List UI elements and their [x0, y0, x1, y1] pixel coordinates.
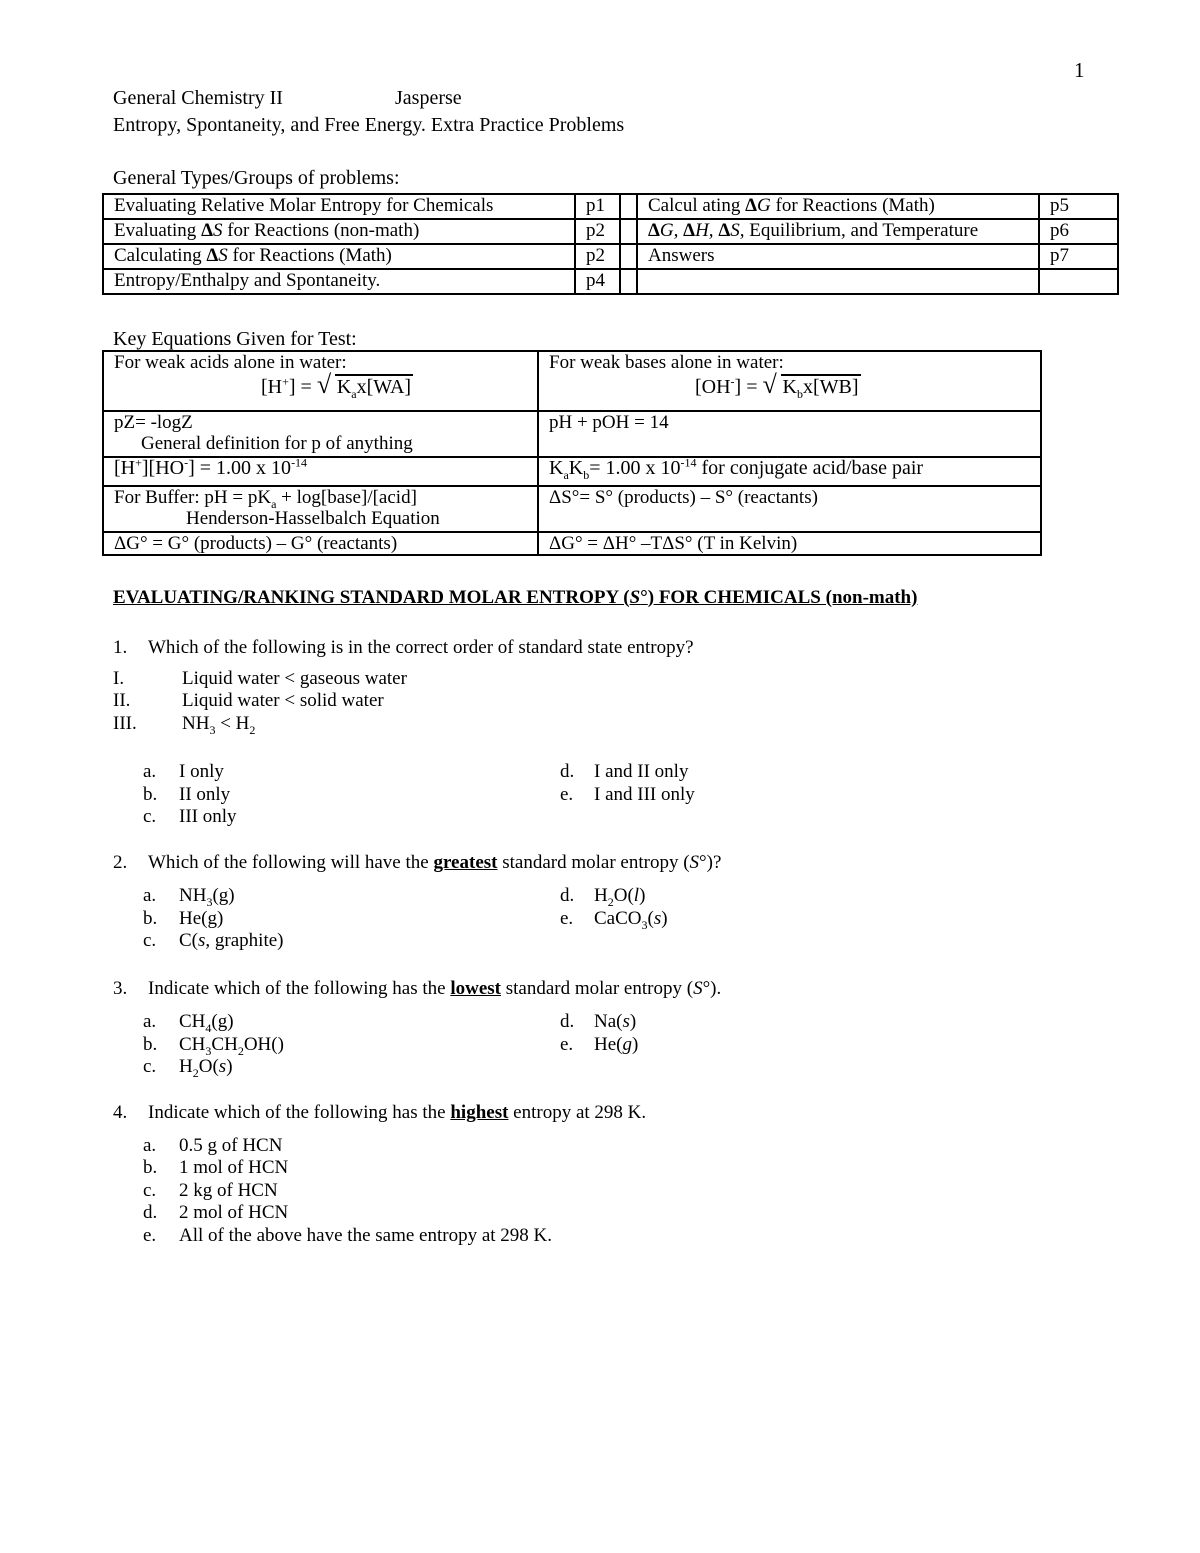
- equation-cell: $K_aK_b= 1.00$ x $10^{-14}$ for conjugate acid/base pair: [538, 457, 1041, 486]
- equation-cell: ΔG° = G° (products) – G° (reactants): [103, 532, 538, 555]
- option-label: a.: [143, 1135, 157, 1156]
- option-text[interactable]: I only: [179, 761, 224, 782]
- option-text[interactable]: 0.5 g of HCN: [179, 1135, 283, 1156]
- q2-pre: Which of the following will have the: [148, 852, 434, 873]
- course-title: General Chemistry II: [113, 87, 283, 109]
- instructor-name: Jasperse: [395, 87, 462, 109]
- toc-cell: Calcul ating ΔG for Reactions (Math): [637, 194, 1039, 219]
- buffer-tail: + log[base]/[acid]: [276, 487, 417, 508]
- toc-cell: Answers: [637, 244, 1039, 269]
- q3-post: standard molar entropy (: [501, 978, 694, 999]
- option-label: c.: [143, 806, 157, 827]
- toc-spacer: [620, 194, 637, 219]
- heading-part: EVALUATING/RANKING STANDARD MOLAR ENTROPY (: [113, 587, 630, 608]
- option-label: b.: [143, 1034, 158, 1055]
- option-text[interactable]: 1 mol of HCN: [179, 1157, 289, 1178]
- toc-page: p1: [575, 194, 620, 219]
- option-label: c.: [143, 1180, 157, 1201]
- equation-cell: ΔG° = ΔH° –TΔS° (T in Kelvin): [538, 532, 1041, 555]
- acid-title: For weak acids alone in water:: [114, 352, 347, 373]
- heading-part: ) FOR CHEMICALS (non-math): [647, 587, 918, 608]
- pz-note: General definition for p of anything: [141, 433, 413, 454]
- toc-page: p7: [1039, 244, 1118, 269]
- option-text[interactable]: 2 mol of HCN: [179, 1202, 289, 1223]
- equation-cell: [103, 411, 538, 457]
- option-text[interactable]: He(g): [179, 908, 224, 929]
- toc-label: General Types/Groups of problems:: [113, 167, 400, 189]
- table-row: [103, 532, 1041, 555]
- option-label: e.: [560, 784, 574, 805]
- option-label: d.: [560, 761, 575, 782]
- equation-cell: [103, 486, 538, 532]
- table-row: [103, 244, 1118, 269]
- option-text[interactable]: CaCO$_3$(s): [594, 908, 668, 932]
- page-number: 1: [1074, 58, 1085, 82]
- equation-cell: [103, 351, 538, 411]
- option-label: b.: [143, 908, 158, 929]
- question-4-text: [148, 1102, 646, 1124]
- question-4-number: 4.: [113, 1102, 128, 1123]
- table-row: [103, 411, 1041, 457]
- table-row: [103, 486, 1041, 532]
- acid-formula: [H+] = √ $K_ax[WA]$: [261, 370, 412, 401]
- table-row: [103, 351, 1041, 411]
- table-row: [103, 219, 1118, 244]
- question-3-number: 3.: [113, 978, 128, 999]
- toc-cell: ΔG, ΔH, ΔS, Equilibrium, and Temperature: [637, 219, 1039, 244]
- statement-text: Liquid water < gaseous water: [182, 668, 407, 689]
- option-text[interactable]: All of the above have the same entropy at 298 K.: [179, 1225, 553, 1246]
- equations-table: [102, 350, 1042, 556]
- base-title: For weak bases alone in water:: [549, 352, 784, 373]
- question-3-text: Indicate which of the following has the lowest standard molar entropy (S°).: [148, 978, 722, 999]
- base-formula: [OH-] = √ $K_bx[WB]$: [695, 370, 859, 401]
- statement-number: I.: [113, 668, 125, 689]
- option-label: d.: [143, 1202, 158, 1223]
- hh-note: Henderson-Hasselbalch Equation: [186, 508, 440, 529]
- toc-page: p2: [575, 219, 620, 244]
- statement-text: $NH_3 < H_2$: [182, 713, 256, 737]
- statement-text: Liquid water < solid water: [182, 690, 384, 711]
- option-text[interactable]: C(s, graphite): [179, 930, 284, 951]
- option-label: d.: [560, 1011, 575, 1032]
- toc-page: p6: [1039, 219, 1118, 244]
- option-label: c.: [143, 1056, 157, 1077]
- option-label: b.: [143, 784, 158, 805]
- option-text[interactable]: $CH_3CH_2OH()$: [179, 1034, 284, 1058]
- toc-cell: [637, 269, 1039, 294]
- toc-spacer: [620, 244, 637, 269]
- statement-number: II.: [113, 690, 131, 711]
- toc-cell: Calculating ΔS for Reactions (Math): [103, 244, 575, 269]
- toc-cell: Entropy/Enthalpy and Spontaneity.: [103, 269, 575, 294]
- buffer-equation: For Buffer: pH = $pK_a$ + log[base]/[acid]: [114, 487, 417, 511]
- q4-key: highest: [450, 1102, 509, 1123]
- question-2-number: 2.: [113, 852, 128, 873]
- option-text[interactable]: I and II only: [594, 761, 689, 782]
- q4-pre: Indicate which of the following has the: [148, 1102, 451, 1123]
- q2-post: standard molar entropy (: [497, 852, 690, 873]
- pz-equation: pZ= -logZ: [114, 412, 193, 433]
- option-label: b.: [143, 1157, 158, 1178]
- kakb-note: for conjugate acid/base pair: [696, 457, 924, 479]
- option-text[interactable]: $NH_3(g)$: [179, 885, 235, 909]
- option-text[interactable]: $H_2O(l)$: [594, 885, 646, 909]
- option-label: e.: [560, 1034, 574, 1055]
- option-text[interactable]: $H_2O(s)$: [179, 1056, 233, 1080]
- question-1-number: 1.: [113, 637, 128, 658]
- option-text[interactable]: II only: [179, 784, 231, 805]
- q3-key: lowest: [450, 978, 501, 999]
- option-text[interactable]: III only: [179, 806, 237, 827]
- option-label: e.: [560, 908, 574, 929]
- q3-pre: Indicate which of the following has the: [148, 978, 451, 999]
- toc-spacer: [620, 219, 637, 244]
- option-text[interactable]: Na(s): [594, 1011, 637, 1032]
- buffer-label: For Buffer: pH = pK: [114, 487, 272, 508]
- option-text[interactable]: $CH_4(g)$: [179, 1011, 234, 1035]
- option-label: a.: [143, 885, 157, 906]
- table-row: [103, 269, 1118, 294]
- section-heading: EVALUATING/RANKING STANDARD MOLAR ENTROPY (S°) FOR CHEMICALS (non-math): [113, 587, 918, 608]
- toc-page: [1039, 269, 1118, 294]
- option-label: a.: [143, 761, 157, 782]
- table-row: [103, 457, 1041, 486]
- toc-page: p5: [1039, 194, 1118, 219]
- option-label: a.: [143, 1011, 157, 1032]
- equation-cell: [H+][HO-] = 1.00 x $10^{-14}$: [103, 457, 538, 486]
- equation-cell: ΔS°= S° (products) – S° (reactants): [538, 486, 1041, 532]
- equations-label: Key Equations Given for Test:: [113, 328, 357, 350]
- toc-spacer: [620, 269, 637, 294]
- statement-number: III.: [113, 713, 137, 734]
- option-text[interactable]: 2 kg of HCN: [179, 1180, 278, 1201]
- toc-cell: Evaluating Relative Molar Entropy for Chemicals: [103, 194, 575, 219]
- table-row: [103, 194, 1118, 219]
- document-subtitle: Entropy, Spontaneity, and Free Energy. Extra Practice Problems: [113, 114, 625, 136]
- option-text[interactable]: I and III only: [594, 784, 695, 805]
- option-label: d.: [560, 885, 575, 906]
- equation-cell: [538, 351, 1041, 411]
- question-2-text: Which of the following will have the greatest standard molar entropy (S°)?: [148, 852, 722, 873]
- toc-page: p2: [575, 244, 620, 269]
- equation-cell: pH + pOH = 14: [538, 411, 1041, 457]
- option-text[interactable]: He(g): [594, 1034, 639, 1055]
- option-label: e.: [143, 1225, 157, 1246]
- option-label: c.: [143, 930, 157, 951]
- toc-cell: Evaluating ΔS for Reactions (non-math): [103, 219, 575, 244]
- q2-key: greatest: [433, 852, 498, 873]
- toc-page: p4: [575, 269, 620, 294]
- toc-table: [102, 193, 1119, 295]
- q4-post: entropy at 298 K.: [508, 1102, 647, 1123]
- question-1-text: Which of the following is in the correct order of standard state entropy?: [148, 637, 694, 658]
